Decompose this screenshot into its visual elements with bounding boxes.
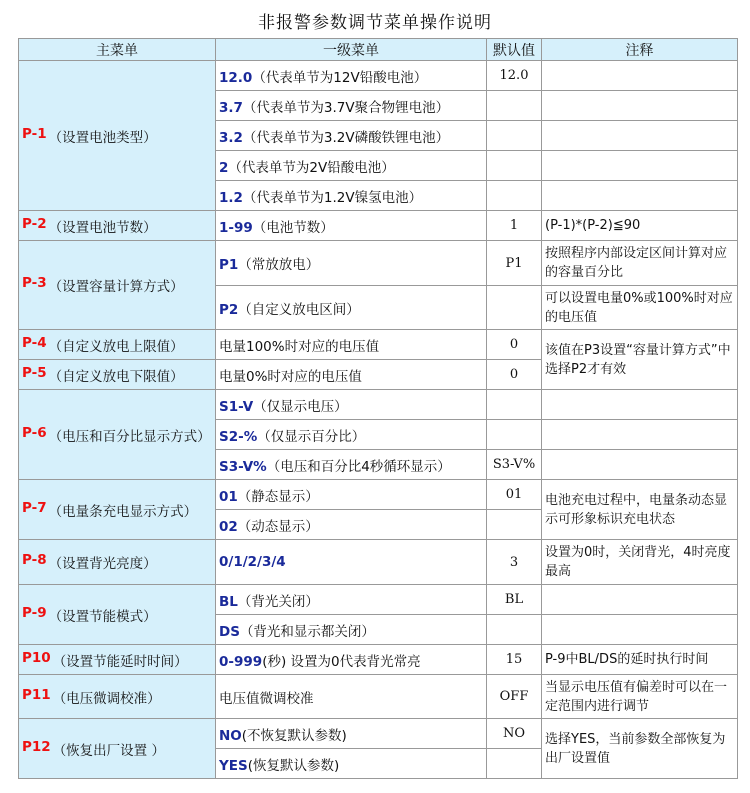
option-code: YES — [219, 757, 248, 774]
option-description: （代表单节为2V铅酸电池） — [228, 159, 395, 176]
default-value-cell — [487, 286, 542, 330]
header-default: 默认值 — [487, 39, 542, 61]
table-row — [19, 540, 738, 585]
option-description: （仅显示百分比） — [257, 428, 366, 445]
note-cell — [542, 61, 738, 91]
main-menu-label — [22, 552, 212, 572]
main-menu-label — [22, 650, 212, 670]
sub-menu-cell — [216, 211, 487, 241]
option-code: 0/1/2/3/4 — [219, 554, 286, 570]
sub-menu-cell — [216, 749, 487, 779]
option-description: （常放放电） — [238, 257, 320, 273]
main-menu-label — [22, 739, 212, 759]
option-code: S2-% — [219, 428, 258, 445]
note-cell — [542, 585, 738, 615]
parameter-code: P11 — [22, 686, 51, 703]
table-row — [19, 61, 738, 91]
default-value-cell — [487, 420, 542, 450]
option-code: 01 — [219, 488, 238, 505]
table-row — [19, 719, 738, 749]
sub-menu-cell — [216, 450, 487, 480]
default-value-cell — [487, 91, 542, 121]
main-menu-cell — [19, 540, 216, 585]
sub-menu-cell — [216, 181, 487, 211]
parameter-description: （自定义放电上限值） — [48, 338, 184, 355]
parameter-description: （设置电池节数） — [48, 219, 157, 236]
main-menu-label — [22, 335, 212, 355]
note-cell: 设置为0时，关闭背光，4时亮度最高 — [542, 540, 738, 585]
option-description: （代表单节为3.2V磷酸铁锂电池） — [242, 129, 450, 146]
sub-menu-cell — [216, 645, 487, 675]
parameter-description: （电压和百分比显示方式） — [48, 428, 211, 445]
option-code: BL — [219, 593, 238, 610]
table-row — [19, 585, 738, 615]
option-description: （电池节数） — [252, 219, 334, 236]
main-menu-cell — [19, 61, 216, 211]
parameter-code: P-2 — [22, 215, 47, 232]
option-code: 1.2 — [219, 189, 243, 206]
main-menu-label — [22, 687, 212, 707]
table-row — [19, 480, 738, 510]
parameter-description: （设置背光亮度） — [48, 556, 157, 572]
table-row — [19, 241, 738, 286]
option-code: 2 — [219, 159, 229, 176]
note-cell — [542, 121, 738, 151]
parameter-code: P-5 — [22, 364, 47, 381]
sub-menu-cell — [216, 330, 487, 360]
default-value-cell: NO — [487, 719, 542, 749]
option-code: NO — [219, 727, 242, 744]
option-description: （代表单节为3.7V聚合物锂电池） — [242, 99, 450, 116]
default-value-cell: 0 — [487, 360, 542, 390]
option-description: 电量0%时对应的电压值 — [219, 368, 362, 385]
table-row — [19, 645, 738, 675]
default-value-cell: 3 — [487, 540, 542, 585]
note-cell: 按照程序内部设定区间计算对应的容量百分比 — [542, 241, 738, 286]
default-value-cell: 01 — [487, 480, 542, 510]
sub-menu-cell — [216, 420, 487, 450]
sub-menu-cell — [216, 91, 487, 121]
sub-menu-cell — [216, 360, 487, 390]
default-value-cell: 0 — [487, 330, 542, 360]
note-cell: (P-1)*(P-2)≦90 — [542, 211, 738, 241]
parameter-description: （设置节能延时时间） — [52, 653, 188, 670]
sub-menu-cell — [216, 510, 487, 540]
note-cell — [542, 420, 738, 450]
header-main-menu: 主菜单 — [19, 39, 216, 61]
option-description: (恢复默认参数) — [247, 757, 340, 774]
main-menu-label — [22, 126, 212, 146]
main-menu-label — [22, 275, 212, 295]
note-cell — [542, 91, 738, 121]
default-value-cell: P1 — [487, 241, 542, 286]
option-description: （自定义放电区间） — [238, 301, 360, 318]
parameter-description: （电量条充电显示方式） — [48, 503, 198, 520]
main-menu-cell — [19, 675, 216, 719]
main-menu-cell — [19, 480, 216, 540]
default-value-cell — [487, 121, 542, 151]
parameter-code: P-4 — [22, 334, 47, 351]
default-value-cell — [487, 390, 542, 420]
default-value-cell — [487, 615, 542, 645]
option-code: 0-999 — [219, 653, 263, 670]
option-description: （背光和显示都关闭） — [239, 623, 375, 640]
main-menu-label — [22, 500, 212, 520]
main-menu-cell — [19, 330, 216, 360]
note-cell: 该值在P3设置“容量计算方式”中选择P2才有效 — [542, 330, 738, 390]
option-code: S3-V% — [219, 458, 267, 475]
note-cell — [542, 151, 738, 181]
parameter-code: P-1 — [22, 125, 47, 142]
default-value-cell: S3-V% — [487, 450, 542, 480]
parameter-description: （自定义放电下限值） — [48, 368, 184, 385]
option-description: （代表单节为1.2V镍氢电池） — [242, 189, 423, 206]
option-description: (秒) 设置为0代表背光常亮 — [262, 653, 421, 670]
default-value-cell — [487, 749, 542, 779]
sub-menu-cell — [216, 615, 487, 645]
main-menu-cell — [19, 241, 216, 330]
parameter-code: P-8 — [22, 552, 47, 568]
header-sub-menu: 一级菜单 — [216, 39, 487, 61]
note-cell: 电池充电过程中，电量条动态显示可形象标识充电状态 — [542, 480, 738, 540]
main-menu-label — [22, 425, 212, 445]
sub-menu-cell — [216, 390, 487, 420]
sub-menu-cell — [216, 480, 487, 510]
table-header-row — [19, 39, 738, 61]
sub-menu-cell — [216, 121, 487, 151]
option-description: （背光关闭） — [237, 593, 319, 610]
parameter-description: （恢复出厂设置 ） — [52, 742, 165, 759]
main-menu-label — [22, 365, 212, 385]
parameter-description: （设置容量计算方式） — [48, 279, 184, 295]
default-value-cell: BL — [487, 585, 542, 615]
parameter-description: （电压微调校准） — [52, 690, 161, 707]
parameter-menu-table — [18, 38, 738, 779]
default-value-cell: 12.0 — [487, 61, 542, 91]
table-row — [19, 675, 738, 719]
parameter-code: P-3 — [22, 275, 47, 291]
main-menu-label — [22, 605, 212, 625]
note-cell: 可以设置电量0%或100%时对应的电压值 — [542, 286, 738, 330]
sub-menu-cell — [216, 286, 487, 330]
page-title: 非报警参数调节菜单操作说明 — [258, 13, 492, 33]
sub-menu-cell — [216, 241, 487, 286]
parameter-description: （设置节能模式） — [48, 608, 157, 625]
table-row — [19, 211, 738, 241]
option-code: DS — [219, 623, 240, 640]
main-menu-cell — [19, 390, 216, 480]
main-menu-cell — [19, 360, 216, 390]
main-menu-cell — [19, 645, 216, 675]
note-cell: 选择YES，当前参数全部恢复为出厂设置值 — [542, 719, 738, 779]
sub-menu-cell — [216, 585, 487, 615]
parameter-code: P12 — [22, 738, 51, 755]
option-description: （代表单节为12V铅酸电池） — [252, 69, 428, 86]
parameter-code: P-6 — [22, 424, 47, 441]
option-code: P2 — [219, 301, 239, 318]
option-code: 3.2 — [219, 129, 243, 146]
option-description: 电量100%时对应的电压值 — [219, 338, 380, 355]
sub-menu-cell — [216, 540, 487, 585]
default-value-cell — [487, 151, 542, 181]
note-cell: P-9中BL/DS的延时执行时间 — [542, 645, 738, 675]
note-cell — [542, 390, 738, 420]
parameter-code: P-9 — [22, 604, 47, 621]
sub-menu-cell — [216, 675, 487, 719]
option-code: 02 — [219, 518, 238, 535]
option-description: 电压值微调校准 — [219, 690, 314, 707]
parameter-code: P-7 — [22, 499, 47, 516]
option-description: （电压和百分比4秒循环显示） — [266, 458, 451, 475]
main-menu-cell — [19, 585, 216, 645]
option-code: P1 — [219, 257, 239, 273]
parameter-description: （设置电池类型） — [48, 129, 157, 146]
default-value-cell: 15 — [487, 645, 542, 675]
table-row — [19, 390, 738, 420]
header-note: 注释 — [542, 39, 738, 61]
option-code: 3.7 — [219, 99, 243, 116]
option-code: S1-V — [219, 398, 254, 415]
note-cell — [542, 181, 738, 211]
default-value-cell: 1 — [487, 211, 542, 241]
default-value-cell — [487, 181, 542, 211]
sub-menu-cell — [216, 151, 487, 181]
sub-menu-cell — [216, 61, 487, 91]
option-description: (不恢复默认参数) — [241, 727, 347, 744]
option-code: 12.0 — [219, 69, 253, 86]
table-row — [19, 330, 738, 360]
note-cell: 当显示电压值有偏差时可以在一定范围内进行调节 — [542, 675, 738, 719]
default-value-cell: OFF — [487, 675, 542, 719]
option-code: 1-99 — [219, 219, 253, 236]
note-cell — [542, 450, 738, 480]
option-description: （仅显示电压） — [253, 398, 348, 415]
main-menu-label — [22, 216, 212, 236]
main-menu-cell — [19, 211, 216, 241]
default-value-cell — [487, 510, 542, 540]
option-description: （动态显示） — [237, 518, 319, 535]
main-menu-cell — [19, 719, 216, 779]
option-description: （静态显示） — [237, 488, 319, 505]
note-cell — [542, 615, 738, 645]
sub-menu-cell — [216, 719, 487, 749]
parameter-code: P10 — [22, 649, 51, 666]
